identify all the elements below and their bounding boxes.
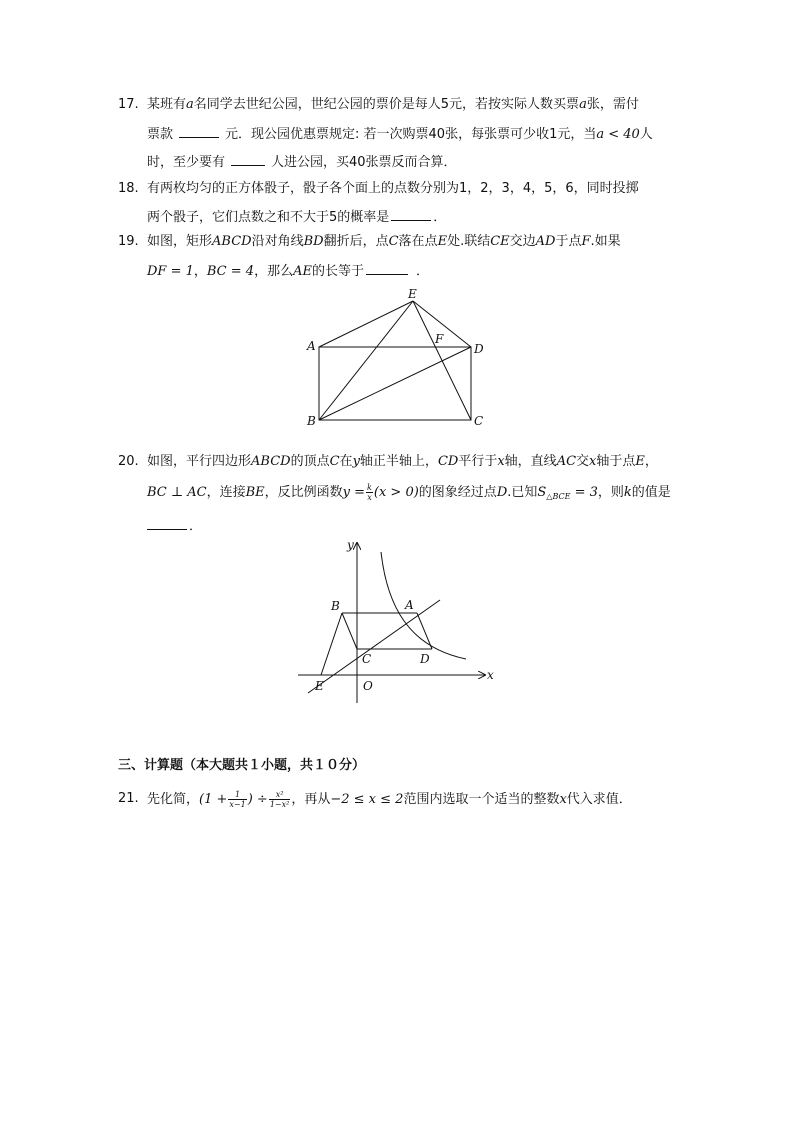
q20-figure <box>290 535 510 710</box>
line-ac <box>308 600 440 693</box>
q20-line1: 如图，平行四边形ABCD的顶点C在y轴正半轴上，CD平行于x轴，直线AC交x轴于点E， <box>147 454 658 469</box>
q20-number: 20. <box>118 454 139 469</box>
q20-line3: ． <box>147 516 202 536</box>
segment-bd <box>319 347 471 420</box>
answer-blank <box>366 261 408 275</box>
q19-number: 19. <box>118 234 139 249</box>
segment-ae <box>319 301 413 347</box>
fraction-1-over-x-minus-1: $\frac{1}{x-1}$ <box>229 790 246 809</box>
label-d: D <box>474 342 484 356</box>
answer-blank <box>231 152 265 166</box>
answer-blank <box>179 124 219 138</box>
label-e: E <box>315 679 324 693</box>
label-a: A <box>405 598 414 612</box>
segment-be <box>321 613 342 675</box>
label-b: B <box>307 414 316 428</box>
label-e: E <box>408 287 417 301</box>
q20-line2: BC ⊥ AC，连接BE，反比例函数y = $\frac{k}{x}$ (x > 0)的图象经过点D.已知$S_{\triangle BCE} = 3$，则k的值是 <box>147 483 671 502</box>
q17-line1: 某班有a名同学去世纪公园，世纪公园的票价是每人5元，若按实际人数买票a张，需付 <box>147 97 639 112</box>
q19-line1: 如图，矩形ABCD沿对角线BD翻折后，点C落在点E处.联结CE交边AD于点F.如果 <box>147 234 621 249</box>
q17-number: 17. <box>118 97 139 112</box>
q18-line2: 两个骰子，它们点数之和不大于5的概率是 ． <box>147 207 446 227</box>
label-x: x <box>487 668 494 682</box>
segment-ad <box>417 613 432 649</box>
label-y: y <box>347 538 354 552</box>
q17-line2: 票款 元．现公园优惠票规定: 若一次购票40张，每张票可少收1元，当a < 40人 <box>147 124 653 144</box>
label-f: F <box>435 332 444 346</box>
answer-blank <box>147 516 187 530</box>
answer-blank <box>391 207 431 221</box>
hyperbola-curve <box>381 552 466 659</box>
section-3-title: 三、计算题（本大题共１小题，共１０分） <box>118 758 366 773</box>
q18-number: 18. <box>118 181 139 196</box>
q18-line1: 有两枚均匀的正方体骰子，骰子各个面上的点数分别为1，2，3，4，5，6，同时投掷 <box>147 181 639 196</box>
q21-line: 先化简，(1 + $\frac{1}{x-1}$ ) ÷ $\frac{\text{x²}}{\text{1−x²}}$ ，再从−2 ≤ x ≤ 2范围内选取一个适当的整数x代入求值． <box>147 790 632 809</box>
fraction-x2-over-1-minus-x2: $\frac{\text{x²}}{\text{1−x²}}$ <box>269 790 290 809</box>
label-a: A <box>307 339 316 353</box>
fraction-k-over-x: $\frac{k}{x}$ <box>367 483 372 502</box>
label-c: C <box>474 414 484 428</box>
label-d: D <box>420 652 430 666</box>
segment-ec <box>413 301 471 420</box>
label-o: O <box>363 679 373 693</box>
segment-bc <box>342 613 357 649</box>
segment-be <box>319 301 413 420</box>
q21-number: 21. <box>118 791 139 806</box>
label-c: C <box>362 652 372 666</box>
q17-line3: 时，至少要有 人进公园，买40张票反而合算． <box>147 152 457 172</box>
q19-line2: DF = 1，BC = 4，那么AE的长等于 ． <box>147 261 429 281</box>
q19-figure <box>300 285 500 430</box>
label-b: B <box>331 599 340 613</box>
